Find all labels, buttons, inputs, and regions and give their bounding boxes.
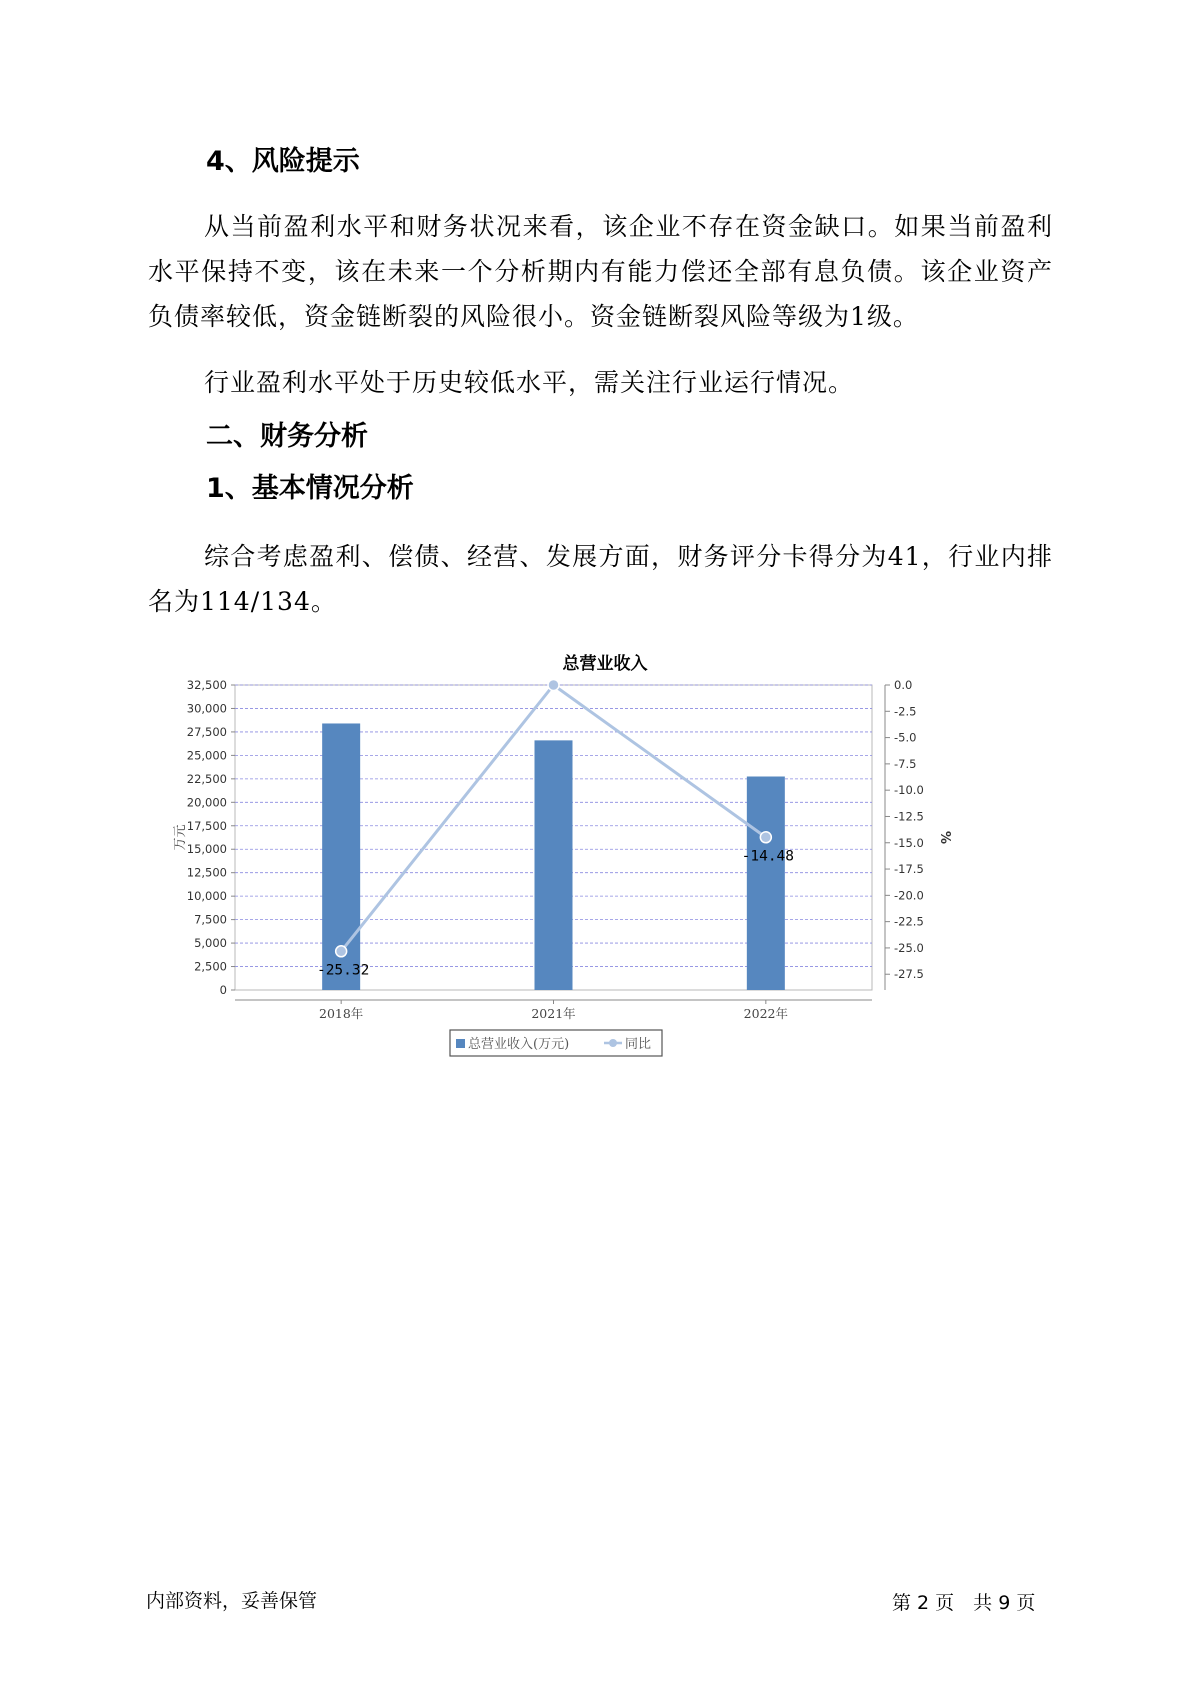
- y2-tick-label: -17.5: [894, 862, 924, 877]
- legend-bar-swatch: [456, 1039, 465, 1048]
- y2-tick-label: -22.5: [894, 914, 924, 929]
- y-tick-label: 22,500: [186, 771, 227, 786]
- y-tick-label: 17,500: [186, 818, 227, 833]
- y2-tick-label: -2.5: [894, 704, 917, 719]
- legend-bar-label: 总营业收入(万元): [468, 1037, 570, 1052]
- chart-title: 总营业收入: [562, 654, 648, 674]
- y-tick-label: 5,000: [194, 936, 227, 951]
- y-tick-label: 32,500: [186, 678, 227, 692]
- y-tick-label: 27,500: [186, 724, 227, 739]
- basic-analysis-paragraph: 综合考虑盈利、偿债、经营、发展方面，财务评分卡得分为41，行业内排名为114/134。: [148, 542, 1053, 616]
- y2-tick-label: -20.0: [894, 888, 924, 903]
- x-tick-label: 2021年: [531, 1006, 576, 1021]
- y-tick-label: 0: [219, 983, 227, 997]
- x-tick-label: 2018年: [319, 1006, 364, 1021]
- y2-tick-label: 0.0: [894, 678, 913, 692]
- bar-series: [322, 723, 785, 990]
- revenue-chart-svg: [170, 640, 1030, 1100]
- y-tick-label: 7,500: [194, 912, 227, 927]
- chart-legend: [450, 1030, 662, 1056]
- y2-tick-label: -5.0: [894, 730, 917, 745]
- y2-tick-label: -12.5: [894, 809, 924, 824]
- y-axis-title: 万元: [173, 824, 188, 851]
- revenue-chart: [170, 640, 1030, 1100]
- y-tick-label: 25,000: [186, 748, 227, 763]
- y-tick-label: 12,500: [186, 865, 227, 880]
- y-tick-label: 30,000: [186, 701, 227, 716]
- yoy-point: [548, 680, 559, 691]
- legend-line-label: 同比: [625, 1037, 652, 1052]
- footer-page-number: 第 2 页 共 9 页: [892, 1592, 1036, 1614]
- risk-paragraph-2: 行业盈利水平处于历史较低水平，需关注行业运行情况。: [204, 368, 855, 397]
- y-tick-label: 15,000: [186, 842, 227, 857]
- risk-paragraph-1: 从当前盈利水平和财务状况来看，该企业不存在资金缺口。如果当前盈利水平保持不变，该在未来一个分析期内有能力偿还全部有息负债。该企业资产负债率较低，资金链断裂的风险很小。资金链断裂风险等级为1级。: [148, 212, 1053, 331]
- basic-analysis-heading: 1、基本情况分析: [206, 473, 414, 504]
- y-tick-label: 10,000: [186, 889, 227, 904]
- yoy-data-label: -25.32: [316, 962, 370, 979]
- footer-confidential-note: 内部资料，妥善保管: [146, 1590, 318, 1612]
- y2-tick-label: -10.0: [894, 783, 924, 798]
- revenue-bar: [535, 740, 573, 990]
- yoy-point: [336, 946, 347, 957]
- y2-tick-label: -27.5: [894, 967, 924, 982]
- y2-axis-title: %: [937, 830, 952, 845]
- y2-tick-label: -25.0: [894, 940, 924, 955]
- y2-tick-label: -7.5: [894, 756, 917, 771]
- risk-heading: 4、风险提示: [206, 146, 360, 177]
- y-tick-label: 2,500: [194, 959, 227, 974]
- yoy-point: [760, 832, 771, 843]
- finance-analysis-heading: 二、财务分析: [206, 421, 368, 452]
- revenue-bar: [747, 777, 785, 991]
- legend-line-marker: [609, 1039, 617, 1047]
- y-tick-label: 20,000: [186, 795, 227, 810]
- yoy-data-label: -14.48: [741, 848, 795, 865]
- y2-tick-label: -15.0: [894, 835, 924, 850]
- x-tick-label: 2022年: [743, 1006, 788, 1021]
